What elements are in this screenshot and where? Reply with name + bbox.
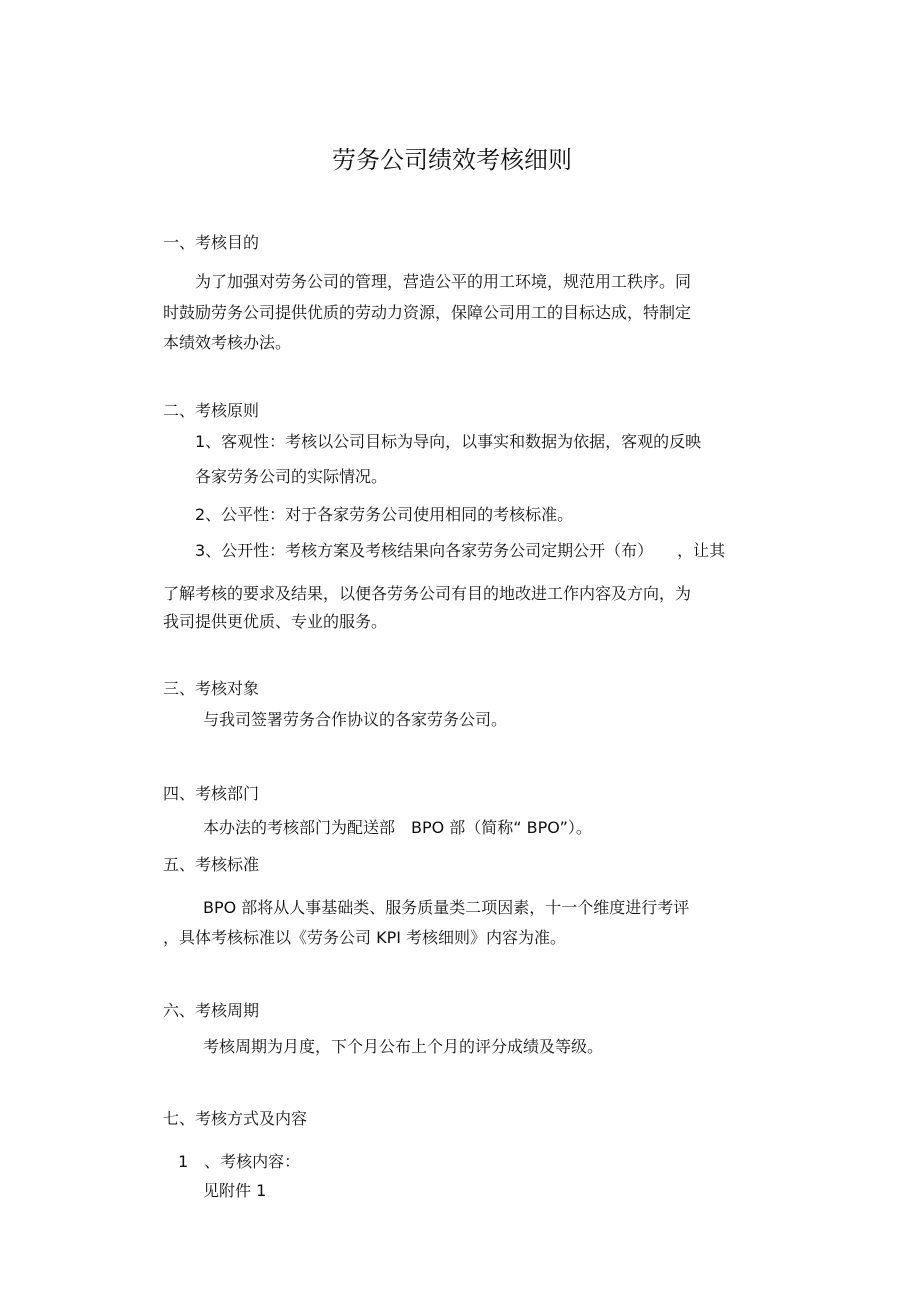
section-heading-standards: 五、考核标准 — [163, 855, 260, 874]
paragraph-line: 见附件 1 — [203, 1181, 267, 1200]
paragraph-line: 各家劳务公司的实际情况。 — [195, 467, 388, 486]
section-heading-principles: 二、考核原则 — [163, 401, 260, 420]
paragraph-line: 1、客观性：考核以公司目标为导向，以事实和数据为依据，客观的反映 — [195, 432, 702, 451]
section-heading-cycle: 六、考核周期 — [163, 1001, 260, 1020]
paragraph-line: 时鼓励劳务公司提供优质的劳动力资源，保障公司用工的目标达成，特制定 — [163, 303, 692, 322]
paragraph-line: 我司提供更优质、专业的服务。 — [163, 612, 388, 631]
section-heading-targets: 三、考核对象 — [163, 679, 260, 698]
paragraph-line: 了解考核的要求及结果，以便各劳务公司有目的地改进工作内容及方向，为 — [163, 584, 692, 603]
paragraph-line: 考核周期为月度，下个月公布上个月的评分成绩及等级。 — [203, 1037, 604, 1056]
paragraph-line: 为了加强对劳务公司的管理，营造公平的用工环境，规范用工秩序。同 — [195, 272, 692, 291]
paragraph-line: 与我司签署劳务合作协议的各家劳务公司。 — [203, 710, 508, 729]
document-title: 劳务公司绩效考核细则 — [332, 146, 572, 174]
paragraph-line: BPO 部将从人事基础类、服务质量类二项因素，十一个维度进行考评 — [203, 898, 690, 917]
paragraph-line: 本办法的考核部门为配送部 BPO 部（简称“ BPO”）。 — [203, 818, 592, 837]
paragraph-line: 2、公平性：对于各家劳务公司使用相同的考核标准。 — [195, 505, 574, 524]
section-heading-purpose: 一、考核目的 — [163, 233, 260, 252]
paragraph-line: 本绩效考核办法。 — [163, 333, 292, 352]
paragraph-line: ，具体考核标准以《劳务公司 KPI 考核细则》内容为准。 — [163, 928, 567, 947]
section-heading-department: 四、考核部门 — [163, 784, 260, 803]
section-heading-method: 七、考核方式及内容 — [163, 1109, 308, 1128]
paragraph-line: 1 、考核内容： — [178, 1152, 301, 1171]
paragraph-line: 3、公开性：考核方案及考核结果向各家劳务公司定期公开（布） ，让其 — [195, 541, 726, 560]
